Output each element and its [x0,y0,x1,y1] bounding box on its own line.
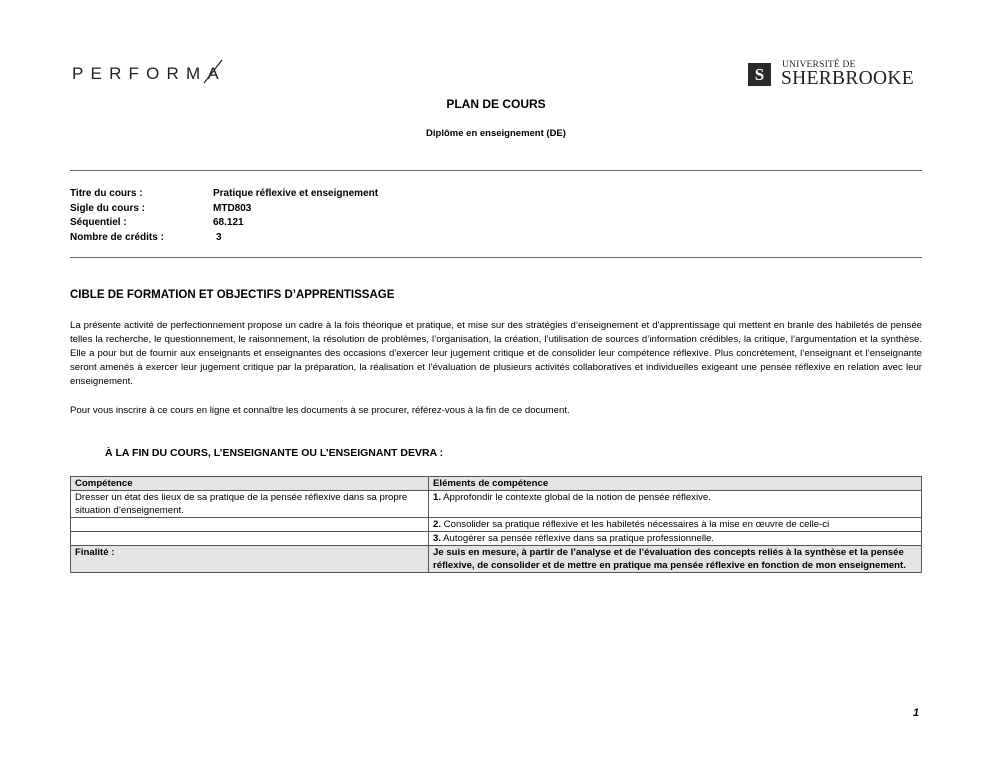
empty-cell [71,518,429,532]
table-row [71,491,922,518]
page-title: PLAN DE COURS [446,97,546,111]
section-note: Pour vous inscrire à ce cours en ligne et connaître les documents à se procurer, référez-vous à la fin de ce document. [70,405,570,416]
element-text: Autogérer sa pensée réflexive dans sa pratique professionnelle. [441,533,715,544]
sherbrooke-logo-small-text: UNIVERSITÉ DE [782,60,856,70]
element-cell [429,518,922,532]
competence-cell: Dresser un état des lieux de sa pratique de la pensée réflexive dans sa propre situation d’enseignement. [71,491,429,518]
course-info-value: MTD803 [213,202,252,214]
course-info-label: Titre du cours : [70,188,143,199]
course-info-value: 3 [216,231,222,243]
course-info-value: Pratique réflexive et enseignement [213,188,379,199]
element-cell [429,532,922,546]
empty-cell [71,532,429,546]
sherbrooke-logo-big-text: SHERBROOKE [781,68,915,89]
course-info-label: Séquentiel : [70,217,127,228]
course-info-label: Nombre de crédits : [70,231,164,243]
element-number: 2. [433,519,442,530]
divider-top [70,170,922,171]
performa-logo-text: PERFORMA [72,64,226,83]
page-subtitle: Diplôme en enseignement (DE) [426,128,566,139]
divider-middle [70,257,922,258]
section-heading: CIBLE DE FORMATION ET OBJECTIFS D’APPRENTISSAGE [70,289,395,301]
finalite-text: Je suis en mesure, à partir de l’analyse et de l’évaluation des concepts reliés à la synthèse et la pensée réflexive, de consolider et de mettre en pratique ma pensée réflexive en fonction de mon enseignement. [429,546,922,573]
finalite-label: Finalité : [71,546,429,573]
performa-logo [72,64,226,84]
element-cell [429,491,922,518]
table-heading: À LA FIN DU COURS, L’ENSEIGNANTE OU L’ENSEIGNANT DEVRA : [105,447,444,459]
element-text: Consolider sa pratique réflexive et les habiletés nécessaires à la mise en œuvre de celle-ci [441,519,830,530]
element-number: 3. [433,533,442,544]
competence-table [70,476,922,573]
table-row-finalite [71,546,922,573]
table-row [71,532,922,546]
table-row [71,518,922,532]
course-info-value: 68.121 [213,217,244,228]
performa-slash-mark [200,58,228,84]
sherbrooke-emblem-icon: S [748,63,771,86]
column-header-competence: Compétence [71,477,429,491]
table-header-row [71,477,922,491]
element-text: Approfondir le contexte global de la notion de pensée réflexive. [441,492,711,503]
column-header-elements: Eléments de compétence [429,477,922,491]
page-number: 1 [913,707,920,719]
element-number: 1. [433,492,442,503]
section-paragraph: La présente activité de perfectionnement propose un cadre à la fois théorique et pratique, et mise sur des stratégies d’enseignement et d’apprentissage qui mettent en branle des habiletés de pensée telles la recherche, le questionnement, le raisonnement, la résolution de problèmes, l’organisation, la création, l’utilisation de sources d’information crédibles, la critique, l’argumentation et la synthèse. Elle a pour but de fournir aux enseignants et enseignantes des occasions d’exercer leur jugement critique et de consolider leur compétence réflexive. Plus concrètement, l’enseignant et l’enseignante seront amenés à exercer leur jugement critique par la préparation, la réalisation et l’évaluation de plusieurs activités collaboratives et individuelles exigeant une pensée réflexive en relation avec leur enseignement. [70,320,922,387]
course-info-label: Sigle du cours : [70,202,146,214]
